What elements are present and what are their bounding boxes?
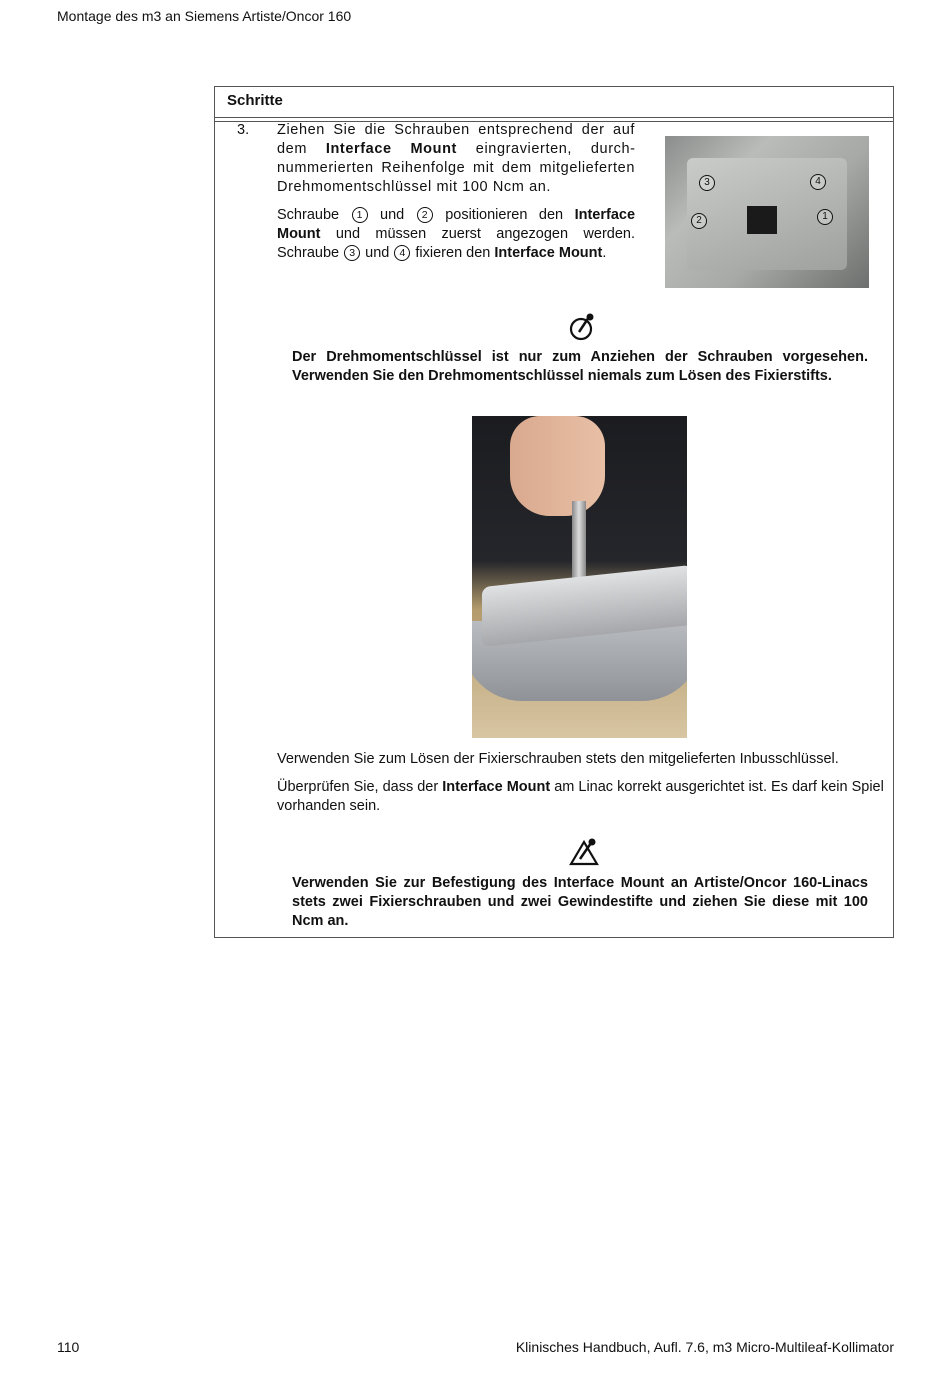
text-part: positionieren den — [433, 207, 575, 223]
hex-key-text: Verwenden Sie zum Lösen der Fixierschrauben stets den mitgelieferten Inbusschlüssel. — [277, 751, 839, 767]
torque-wrench-photo — [472, 416, 687, 738]
text-part: und — [368, 207, 416, 223]
circled-number: 3 — [344, 245, 360, 261]
circled-number: 4 — [394, 245, 410, 261]
table-heading-row — [215, 87, 893, 118]
text-bold: Interface Mount — [494, 245, 603, 261]
page-header-title: Montage des m3 an Siemens Artiste/Oncor 160 — [57, 8, 352, 24]
table-heading: Schritte — [227, 92, 283, 109]
info-note-icon — [568, 312, 598, 342]
text-part: am Linac korrekt ausgerichtet ist. Es darf kein Spiel vorhanden sein. — [277, 779, 884, 814]
text-part: Überprüfen Sie, dass der — [277, 779, 443, 795]
step-text — [277, 121, 635, 197]
screw-marker: 2 — [691, 213, 707, 229]
screw-marker: 1 — [817, 209, 833, 225]
footer-title: Klinisches Handbuch, Aufl. 7.6, m3 Micro-Multileaf-Kollimator — [515, 1339, 894, 1355]
step-number: 3. — [237, 122, 250, 138]
note-fixing-screws: Verwenden Sie zur Befestigung des Interface Mount an Artiste/Oncor 160-Linacs stets zwei Fixierschrauben und zwei Gewindestifte und ziehen Sie diese mit 100 Ncm an. — [292, 875, 868, 929]
step-text-part: eingravierten, durchnummerierten Reihenfolge mit dem mitgelieferten Drehmomentschlüssel mit 100 Ncm an. — [277, 141, 635, 195]
page-number: 110 — [57, 1339, 80, 1355]
text-bold: Interface Mount — [277, 207, 636, 242]
step-text-part: Ziehen Sie die Schrauben entsprechend der auf dem — [277, 122, 635, 157]
interface-mount-photo — [665, 136, 869, 288]
text-part: und müssen zuerst angezogen werden. Schraube — [277, 226, 635, 261]
hand — [510, 416, 605, 516]
text-part: Schraube — [277, 207, 351, 223]
mount-aperture — [747, 206, 777, 234]
steps-table — [214, 86, 894, 938]
warning-note-icon — [568, 837, 600, 867]
screw-marker: 3 — [699, 175, 715, 191]
text-bold: Interface Mount — [442, 779, 551, 795]
step-text-2 — [277, 206, 635, 263]
text-part: fixieren den — [411, 245, 495, 261]
text-part: . — [602, 245, 607, 261]
circled-number: 1 — [352, 207, 368, 223]
alignment-text — [277, 778, 889, 816]
screw-marker: 4 — [810, 174, 826, 190]
step-text-bold: Interface Mount — [325, 141, 457, 157]
circled-number: 2 — [417, 207, 433, 223]
text-part: und — [361, 245, 394, 261]
note-torque-wrench: Der Drehmomentschlüssel ist nur zum Anziehen der Schrauben vorgesehen. Verwenden Sie den Drehmomentschlüssel niemals zum Lösen des Fixierstifts. — [292, 349, 868, 384]
